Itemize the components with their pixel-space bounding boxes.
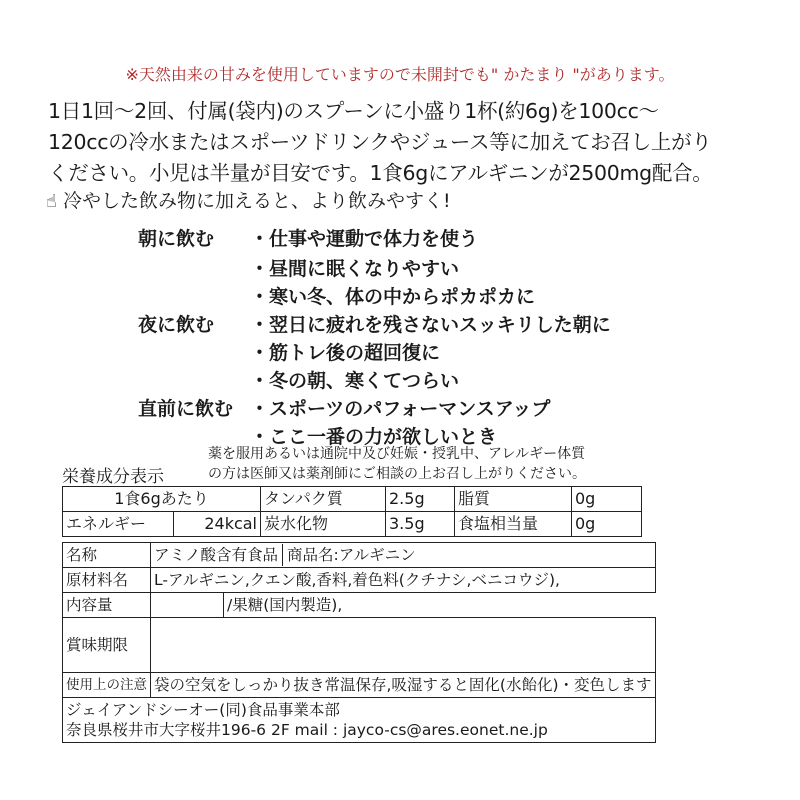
caution-value: 袋の空気をしっかり抜き常温保存,吸湿すると固化(水飴化)・変色します — [151, 673, 656, 698]
ingredients-value: L-アルギニン,クエン酸,香料,着色料(クチナシ,ベニコウジ), — [151, 568, 656, 593]
maker-name: ジェイアンドシーオー(同)食品事業本部 — [66, 701, 340, 719]
protein-label: タンパク質 — [261, 487, 386, 512]
energy-label: エネルギー — [63, 512, 174, 537]
timing-item: ・ここ一番の力が欲しいとき — [250, 426, 498, 448]
timing-item: ・筋トレ後の超回復に — [250, 342, 441, 364]
carb-label: 炭水化物 — [261, 512, 386, 537]
usage-line-1: 1日1回〜2回、付属(袋内)のスプーンに小盛り1杯(約6g)を100cc〜 — [48, 99, 659, 123]
usage-line-2: 120ccの冷水またはスポーツドリンクやジュース等に加えてお召し上がり — [48, 130, 712, 154]
expiry-label: 賞味期限 — [63, 618, 151, 673]
nutrition-title: 栄養成分表示 — [62, 467, 164, 487]
salt-label: 食塩相当量 — [455, 512, 572, 537]
nutrition-per: 1食6gあたり — [63, 487, 261, 512]
timing-label-before: 直前に飲む — [138, 398, 234, 420]
maker-info — [63, 698, 656, 743]
ingredients-cont: /果糖(国内製造), — [224, 593, 656, 618]
carb-value: 3.5g — [386, 512, 455, 537]
maker-address: 奈良県桜井市大字桜井196-6 2F mail : jayco-cs@ares.eonet.ne.jp — [66, 721, 548, 739]
expiry-value — [151, 618, 656, 673]
product-name: 商品名:アルギニン — [287, 546, 416, 564]
ingredients-label: 原材料名 — [63, 568, 151, 593]
timing-item: ・昼間に眠くなりやすい — [250, 258, 460, 280]
timing-item: ・冬の朝、寒くてつらい — [250, 370, 460, 392]
drug-note-line-2: の方は医師又は薬剤師にご相談の上お召し上がりください。 — [208, 466, 586, 482]
notice-text: ※天然由来の甘みを使用していますので未開封でも" かたまり "があります。 — [125, 65, 675, 84]
label-table — [62, 542, 656, 743]
protein-value: 2.5g — [386, 487, 455, 512]
timing-label-night: 夜に飲む — [138, 314, 215, 336]
fat-label: 脂質 — [455, 487, 572, 512]
content-label: 内容量 — [63, 593, 151, 618]
fat-value: 0g — [572, 487, 642, 512]
name-row — [151, 543, 656, 568]
name-label: 名称 — [63, 543, 151, 568]
drug-note-line-1: 薬を服用あるいは通院中及び妊娠・授乳中、アレルギー体質 — [208, 446, 586, 462]
caution-label: 使用上の注意 — [63, 673, 151, 698]
usage-line-3: ください。小児は半量が目安です。1食6gにアルギニンが2500mg配合。 — [48, 161, 713, 185]
salt-value: 0g — [572, 512, 642, 537]
tip-text: 冷やした飲み物に加えると、より飲みやすく! — [62, 190, 451, 212]
timing-item: ・スポーツのパフォーマンスアップ — [250, 398, 551, 420]
content-value — [151, 593, 224, 618]
timing-item: ・翌日に疲れを残さないスッキリした朝に — [250, 314, 611, 336]
nutrition-table — [62, 486, 642, 537]
tip — [46, 186, 451, 213]
name-value: アミノ酸含有食品 — [154, 544, 283, 566]
hand-icon: ☝ — [46, 191, 57, 212]
timing-item: ・寒い冬、体の中からポカポカに — [250, 286, 536, 308]
timing-label-morning: 朝に飲む — [138, 228, 215, 250]
energy-value: 24kcal — [174, 512, 261, 537]
timing-item: ・仕事や運動で体力を使う — [250, 228, 479, 250]
